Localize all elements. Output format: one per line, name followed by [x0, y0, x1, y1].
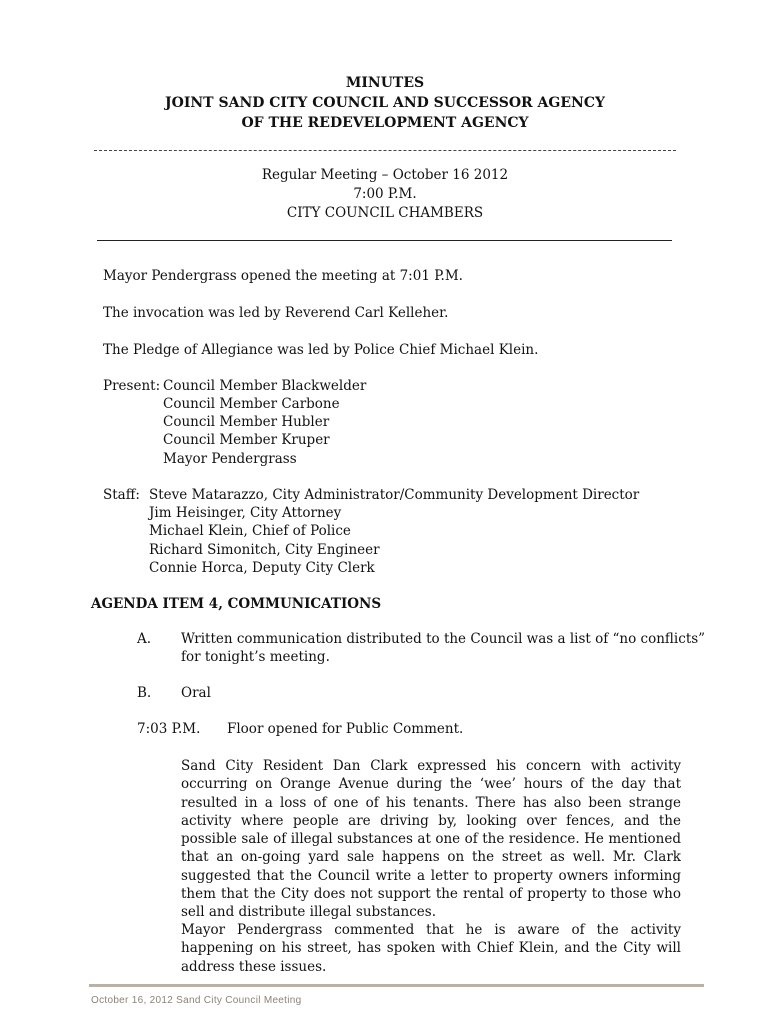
meeting-location: CITY COUNCIL CHAMBERS [286, 205, 484, 221]
present-member: Council Member Kruper [163, 432, 330, 448]
item-b-text: Oral [181, 685, 211, 701]
header-divider-solid [97, 240, 672, 241]
item-a-label: A. [137, 631, 152, 647]
meeting-time: 7:00 P.M. [353, 186, 417, 202]
public-comment-time: 7:03 P.M. [137, 721, 201, 737]
public-comment-paragraph: Sand City Resident Dan Clark expressed his concern with activity occurring on Orange Avenue during the ‘wee’ hours of the day that resulted in a loss of one of his tenants. There has also been strange activity where people are driving by, looking over fences, and the possible sale of illegal substances at one of the residence. He mentioned that an on-going yard sale happens on the street as well. Mr. Clark suggested that the Council write a letter to property owners informing them that the City does not support the rental of property to those who sell and distribute illegal substances. [181, 758, 681, 921]
page-footer: October 16, 2012 Sand City Council Meeting [91, 995, 302, 1006]
staff-member: Connie Horca, Deputy City Clerk [149, 560, 375, 576]
invocation: The invocation was led by Reverend Carl Kelleher. [103, 305, 449, 321]
present-label: Present: [103, 378, 161, 394]
meeting-opened: Mayor Pendergrass opened the meeting at 7:01 P.M. [103, 268, 463, 284]
agenda-item-heading: AGENDA ITEM 4, COMMUNICATIONS [91, 596, 382, 612]
footer-divider [89, 984, 704, 987]
doc-title-agency: JOINT SAND CITY COUNCIL AND SUCCESSOR AGENCY [165, 95, 605, 111]
doc-title-minutes: MINUTES [345, 75, 425, 91]
staff-member: Richard Simonitch, City Engineer [149, 542, 380, 558]
doc-title-redevelopment: OF THE REDEVELOPMENT AGENCY [241, 115, 529, 131]
item-a-text-line1: Written communication distributed to the Council was a list of “no conflicts” [181, 631, 706, 647]
staff-member: Jim Heisinger, City Attorney [149, 505, 342, 521]
present-member: Mayor Pendergrass [163, 451, 297, 467]
staff-label: Staff: [103, 487, 140, 503]
public-comment-text: Floor opened for Public Comment. [227, 721, 464, 737]
present-member: Council Member Hubler [163, 414, 330, 430]
staff-member: Michael Klein, Chief of Police [149, 523, 351, 539]
item-a-text-line2: for tonight’s meeting. [181, 649, 330, 665]
staff-member: Steve Matarazzo, City Administrator/Community Development Director [149, 487, 640, 503]
present-member: Council Member Carbone [163, 396, 340, 412]
pledge: The Pledge of Allegiance was led by Police Chief Michael Klein. [103, 342, 539, 358]
header-divider-dashed [94, 142, 676, 151]
meeting-type-date: Regular Meeting – October 16 2012 [261, 167, 509, 183]
item-b-label: B. [137, 685, 152, 701]
present-member: Council Member Blackwelder [163, 378, 367, 394]
mayor-response-paragraph: Mayor Pendergrass commented that he is aware of the activity happening on his street, has spoken with Chief Klein, and the City will address these issues. [181, 922, 681, 975]
